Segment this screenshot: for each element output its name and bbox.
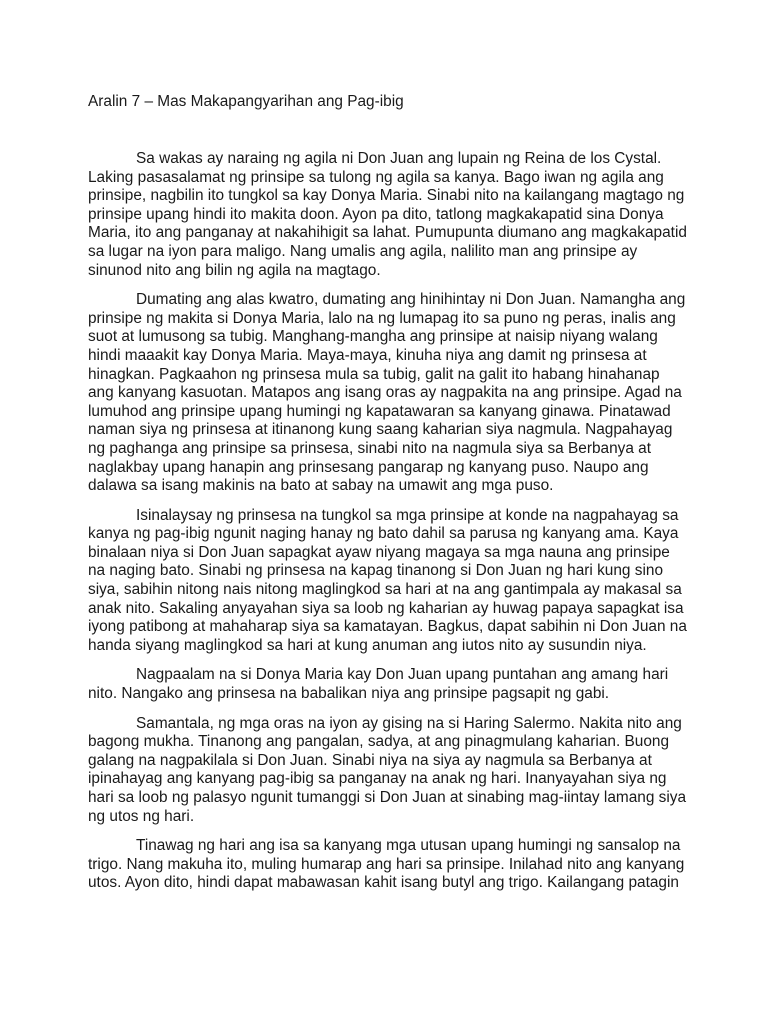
text-line: binalaan niya si Don Juan sapagkat ayaw niyang magaya sa mga nauna ang prinsipe	[88, 543, 670, 561]
text-line: ng utos ng hari.	[88, 807, 195, 825]
text-line: Sa wakas ay naraing ng agila ni Don Juan ang lupain ng Reina de los Cystal.	[136, 150, 662, 167]
text-line: hari sa loob ng palasyo ngunit tumanggi si Don Juan at sinabing mag-iintay lamang siya	[88, 789, 687, 806]
text-line: naman siya ng prinsesa at itinanong kung saang kaharian siya nagmula. Nagpahayag	[88, 421, 673, 439]
text-line: Maria, ito ang panganay at nakahihigit sa lahat. Pumupunta diumano ang magkakapatid	[88, 224, 687, 242]
text-line: anak nito. Sakaling anyayahan siya sa loob ng kaharian ay huwag papaya sapagkat isa	[88, 599, 684, 617]
text-line: Nagpaalam na si Donya Maria kay Don Juan upang puntahan ang amang hari	[136, 666, 669, 684]
text-line: suot at lumusong sa tubig. Manghang-mangha ang prinsipe at naisip niyang walang	[88, 328, 658, 346]
text-line: prinsipe upang hindi ito makita doon. Ayon pa dito, tatlong magkakapatid sina Donya	[88, 205, 664, 223]
document-body	[88, 150, 686, 904]
text-line: Laking pasasalamat ng prinsipe sa tulong ng agila sa kanya. Bago iwan ng agila ang	[88, 168, 664, 186]
text-line: handa siyang maglingkod sa hari at kung anuman ang iutos nito ay susundin niya.	[88, 636, 647, 654]
text-line: kanya ng pag-ibig ngunit naging hanay ng bato dahil sa parusa ng kanyang ama. Kaya	[88, 525, 679, 543]
text-line: Samantala, ng mga oras na iyon ay gising na si Haring Salermo. Nakita nito ang	[136, 714, 682, 732]
text-line: ang kanyang kasuotan. Matapos ang isang oras ay nagpakita na ang prinsipe. Agad na	[88, 384, 682, 402]
text-line: sa lugar na iyon para maligo. Nang umalis ang agila, nalilito man ang prinsipe ay	[88, 242, 638, 260]
text-line: dalawa sa isang makinis na bato at sabay na umawit ang mga puso.	[88, 477, 554, 495]
text-line: na naging bato. Sinabi ng prinsesa na kapag tinanong si Don Juan ng hari kung sino	[88, 562, 663, 580]
paragraph	[88, 715, 686, 827]
text-line: Tinawag ng hari ang isa sa kanyang mga utusan upang humingi ng sansalop na	[136, 837, 681, 855]
paragraph	[88, 150, 686, 280]
text-line: nito. Nangako ang prinsesa na babalikan niya ang prinsipe pagsapit ng gabi.	[88, 685, 610, 703]
text-line: utos. Ayon dito, hindi dapat mabawasan kahit isang butyl ang trigo. Kailangang patagin	[88, 874, 679, 892]
paragraph	[88, 837, 686, 893]
text-line: lumuhod ang prinsipe upang humingi ng kapatawaran sa kanyang ginawa. Pinatawad	[88, 402, 671, 420]
text-line: prinsipe ng makita si Donya Maria, lalo na ng lumapag ito sa puno ng peras, inalis ang	[88, 309, 676, 327]
text-line: hindi maaakit kay Donya Maria. Maya-maya, kinuha niya ang damit ng prinsesa at	[88, 346, 647, 364]
text-line: galang na nagpakilala si Don Juan. Sinabi niya na siya ay nagmula sa Berbanya at	[88, 751, 652, 769]
text-line: hinagkan. Pagkaahon ng prinsesa mula sa tubig, galit na galit ito habang hinahanap	[88, 365, 660, 383]
text-line: bagong mukha. Tinanong ang pangalan, sadya, at ang pinagmulang kaharian. Buong	[88, 733, 670, 751]
document-title: Aralin 7 – Mas Makapangyarihan ang Pag-ibig	[88, 93, 404, 110]
text-line: siya, sabihin nitong nais nitong maglingkod sa hari at na ang gantimpala ay makasal sa	[88, 581, 682, 599]
text-line: iyong patibong at mahaharap siya sa kamatayan. Bagkus, dapat sabihin ni Don Juan na	[88, 618, 687, 636]
text-line: Dumating ang alas kwatro, dumating ang hinihintay ni Don Juan. Namangha ang	[136, 291, 686, 309]
text-line: ipinahayag ang kanyang pag-ibig sa panganay na anak ng hari. Inanyayahan siya ng	[88, 770, 667, 788]
text-line: naglakbay upang hanapin ang prinsesang pangarap ng kanyang puso. Naupo ang	[88, 458, 649, 476]
paragraph	[88, 666, 686, 703]
text-line: Isinalaysay ng prinsesa na tungkol sa mga prinsipe at konde na nagpahayag sa	[136, 506, 679, 524]
text-line: sinunod nito ang bilin ng agila na magtago.	[88, 261, 381, 279]
paragraph	[88, 291, 686, 496]
text-line: prinsipe, nagbilin ito tungkol sa kay Donya Maria. Sinabi nito na kailangang magtago ng	[88, 187, 685, 205]
text-line: trigo. Nang makuha ito, muling humarap ang hari sa prinsipe. Inilahad nito ang kanyang	[88, 855, 685, 873]
paragraph	[88, 507, 686, 656]
text-line: ng paghanga ang prinsipe sa prinsesa, sinabi nito na nagmula siya sa Berbanya at	[88, 439, 651, 457]
